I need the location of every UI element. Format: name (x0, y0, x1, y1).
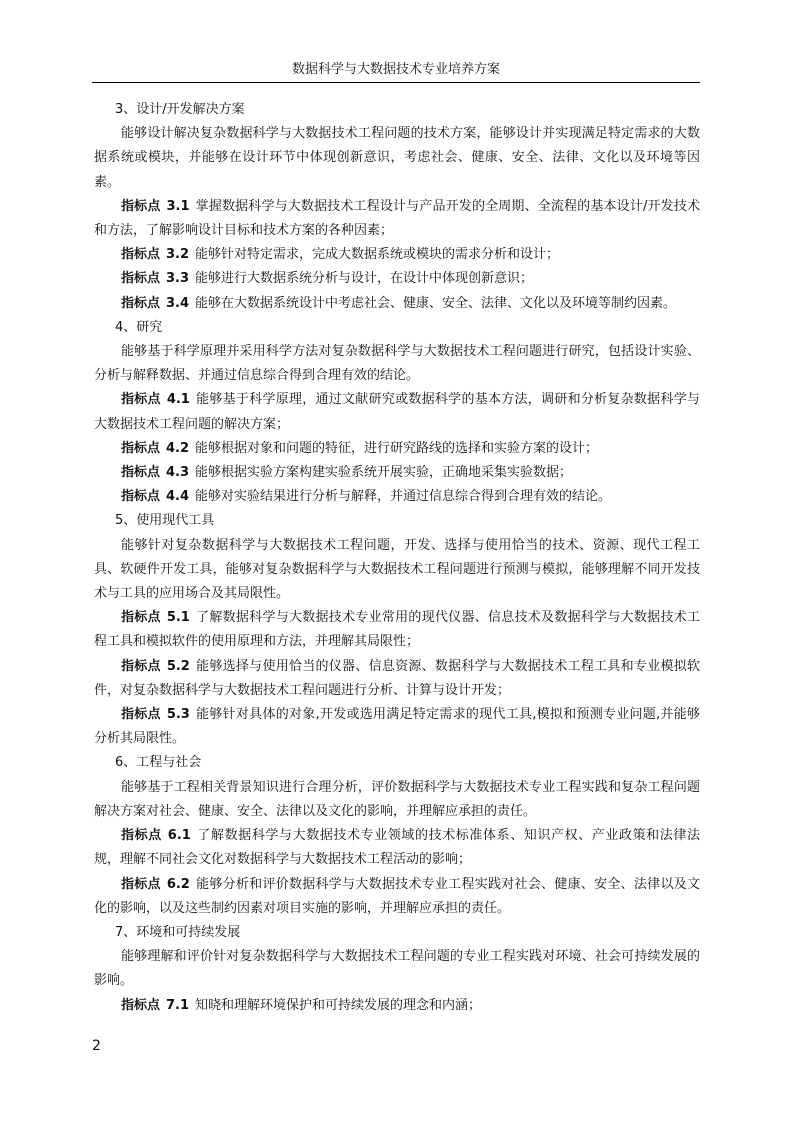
indicator-point (94, 994, 700, 1018)
indicator-label-text: 指标点 (121, 610, 161, 626)
indicator-text: 了解数据科学与大数据技术专业常用的现代仪器、信息技术及数据科学与大数据技术工程工具和模拟软件的使用原理和方法，并理解其局限性； (94, 610, 700, 650)
indicator-label (121, 296, 189, 311)
indicator-text: 能够对实验结果进行分析与解释，并通过信息综合得到合理有效的结论。 (195, 489, 612, 505)
indicator-number: 3.4 (166, 295, 190, 311)
section-title: 3、设计/开发解决方案 (115, 102, 245, 117)
indicator-number: 3.3 (166, 271, 190, 287)
indicator-label-text: 指标点 (121, 828, 162, 844)
indicator-label-text: 指标点 (121, 658, 161, 674)
indicator-text: 能够进行大数据系统分析与设计，在设计中体现创新意识； (195, 271, 534, 287)
indicator-label-text: 指标点 (121, 489, 161, 505)
indicator-label-text: 指标点 (121, 295, 161, 311)
indicator-point (94, 703, 700, 751)
indicator-label (121, 877, 190, 892)
indicator-point (94, 873, 700, 921)
indicator-label (121, 271, 189, 286)
indicator-point (94, 437, 700, 461)
indicator-number: 4.3 (166, 465, 190, 481)
indicator-label (121, 465, 189, 480)
indicator-number: 6.1 (167, 828, 191, 844)
indicator-label (121, 828, 191, 843)
indicator-label (121, 441, 189, 456)
section-description: 能够基于科学原理并采用科学方法对复杂数据科学与大数据技术工程问题进行研究，包括设计实验、分析与解释数据、并通过信息综合得到合理有效的结论。 (94, 344, 700, 384)
indicator-number: 4.4 (166, 489, 190, 505)
indicator-point (94, 824, 700, 872)
indicator-label (121, 199, 190, 214)
indicator-number: 3.1 (166, 198, 190, 214)
indicator-label-text: 指标点 (121, 247, 161, 263)
indicator-point (94, 292, 700, 316)
indicator-number: 7.1 (166, 997, 190, 1013)
indicator-label-text: 指标点 (121, 392, 161, 408)
page-number: 2 (92, 1038, 101, 1054)
indicator-point (94, 195, 700, 243)
section-description: 能够设计解决复杂数据科学与大数据技术工程问题的技术方案，能够设计并实现满足特定需求的大数据系统或模块，并能够在设计环节中体现创新意识，考虑社会、健康、安全、法律、文化以及环境等因素。 (94, 126, 700, 190)
indicator-text: 知晓和理解环境保护和可持续发展的理念和内涵； (195, 997, 482, 1013)
indicator-label-text: 指标点 (121, 465, 161, 481)
section-description: 能够基于工程相关背景知识进行合理分析，评价数据科学与大数据技术专业工程实践和复杂工程问题解决方案对社会、健康、安全、法律以及文化的影响，并理解应承担的责任。 (94, 779, 700, 819)
indicator-point (94, 655, 700, 703)
document-body (94, 98, 700, 1018)
indicator-point (94, 461, 700, 485)
indicator-label-text: 指标点 (121, 997, 161, 1013)
indicator-label (121, 610, 190, 625)
section-description: 能够针对复杂数据科学与大数据技术工程问题，开发、选择与使用恰当的技术、资源、现代工程工具、软硬件开发工具，能够对复杂数据科学与大数据技术工程问题进行预测与模拟，能够理解不同开发技术与工具的应用场合及其局限性。 (94, 537, 700, 602)
indicator-label (121, 998, 189, 1013)
indicator-label-text: 指标点 (121, 707, 161, 723)
indicator-text: 能够针对具体的对象,开发或选用满足特定需求的现代工具,模拟和预测专业问题,并能够分析其局限性。 (94, 707, 700, 747)
indicator-text: 了解数据科学与大数据技术专业领域的技术标准体系、知识产权、产业政策和法律法规，理解不同社会文化对数据科学与大数据技术工程活动的影响； (94, 828, 700, 868)
indicator-number: 4.2 (166, 440, 190, 456)
indicator-label (121, 489, 189, 504)
indicator-point (94, 388, 700, 436)
indicator-label-text: 指标点 (121, 198, 161, 214)
indicator-number: 5.1 (166, 610, 190, 626)
indicator-label-text: 指标点 (121, 440, 161, 456)
section-title: 5、使用现代工具 (115, 513, 215, 529)
indicator-number: 5.2 (166, 658, 190, 674)
indicator-number: 3.2 (166, 247, 190, 263)
indicator-label (121, 392, 190, 407)
indicator-text: 能够针对特定需求，完成大数据系统或模块的需求分析和设计； (195, 247, 560, 263)
indicator-label (121, 659, 190, 674)
section-description: 能够理解和评价针对复杂数据科学与大数据技术工程问题的专业工程实践对环境、社会可持续发展的影响。 (94, 949, 700, 989)
section-title: 7、环境和可持续发展 (115, 924, 241, 940)
indicator-label-text: 指标点 (121, 876, 161, 892)
indicator-text: 能够分析和评价数据科学与大数据技术专业工程实践对社会、健康、安全、法律以及文化的影响，以及这些制约因素对项目实施的影响，并理解应承担的责任。 (94, 876, 700, 916)
indicator-text: 能够选择与使用恰当的仪器、信息资源、数据科学与大数据技术工程工具和专业模拟软件，对复杂数据科学与大数据技术工程问题进行分析、计算与设计开发； (94, 658, 700, 698)
indicator-number: 6.2 (166, 876, 190, 892)
indicator-text: 能够根据对象和问题的特征，进行研究路线的选择和实验方案的设计； (195, 440, 599, 456)
indicator-text: 能够根据实验方案构建实验系统开展实验，正确地采集实验数据； (195, 465, 573, 481)
indicator-text: 掌握数据科学与大数据技术工程设计与产品开发的全周期、全流程的基本设计/开发技术和方法，了解影响设计目标和技术方案的各种因素； (94, 198, 700, 239)
section-title: 4、研究 (115, 319, 163, 335)
indicator-number: 5.3 (166, 707, 190, 723)
indicator-point (94, 606, 700, 654)
indicator-label-text: 指标点 (121, 271, 161, 287)
page-header: 数据科学与大数据技术专业培养方案 (92, 60, 700, 83)
indicator-text: 能够基于科学原理，通过文献研究或数据科学的基本方法，调研和分析复杂数据科学与大数据技术工程问题的解决方案； (94, 392, 700, 432)
indicator-text: 能够在大数据系统设计中考虑社会、健康、安全、法律、文化以及环境等制约因素。 (195, 295, 677, 311)
indicator-label (121, 707, 190, 722)
indicator-point (94, 243, 700, 267)
indicator-number: 4.1 (166, 392, 190, 408)
indicator-label (121, 247, 189, 262)
indicator-point (94, 267, 700, 291)
indicator-point (94, 485, 700, 509)
section-title: 6、工程与社会 (115, 755, 202, 771)
